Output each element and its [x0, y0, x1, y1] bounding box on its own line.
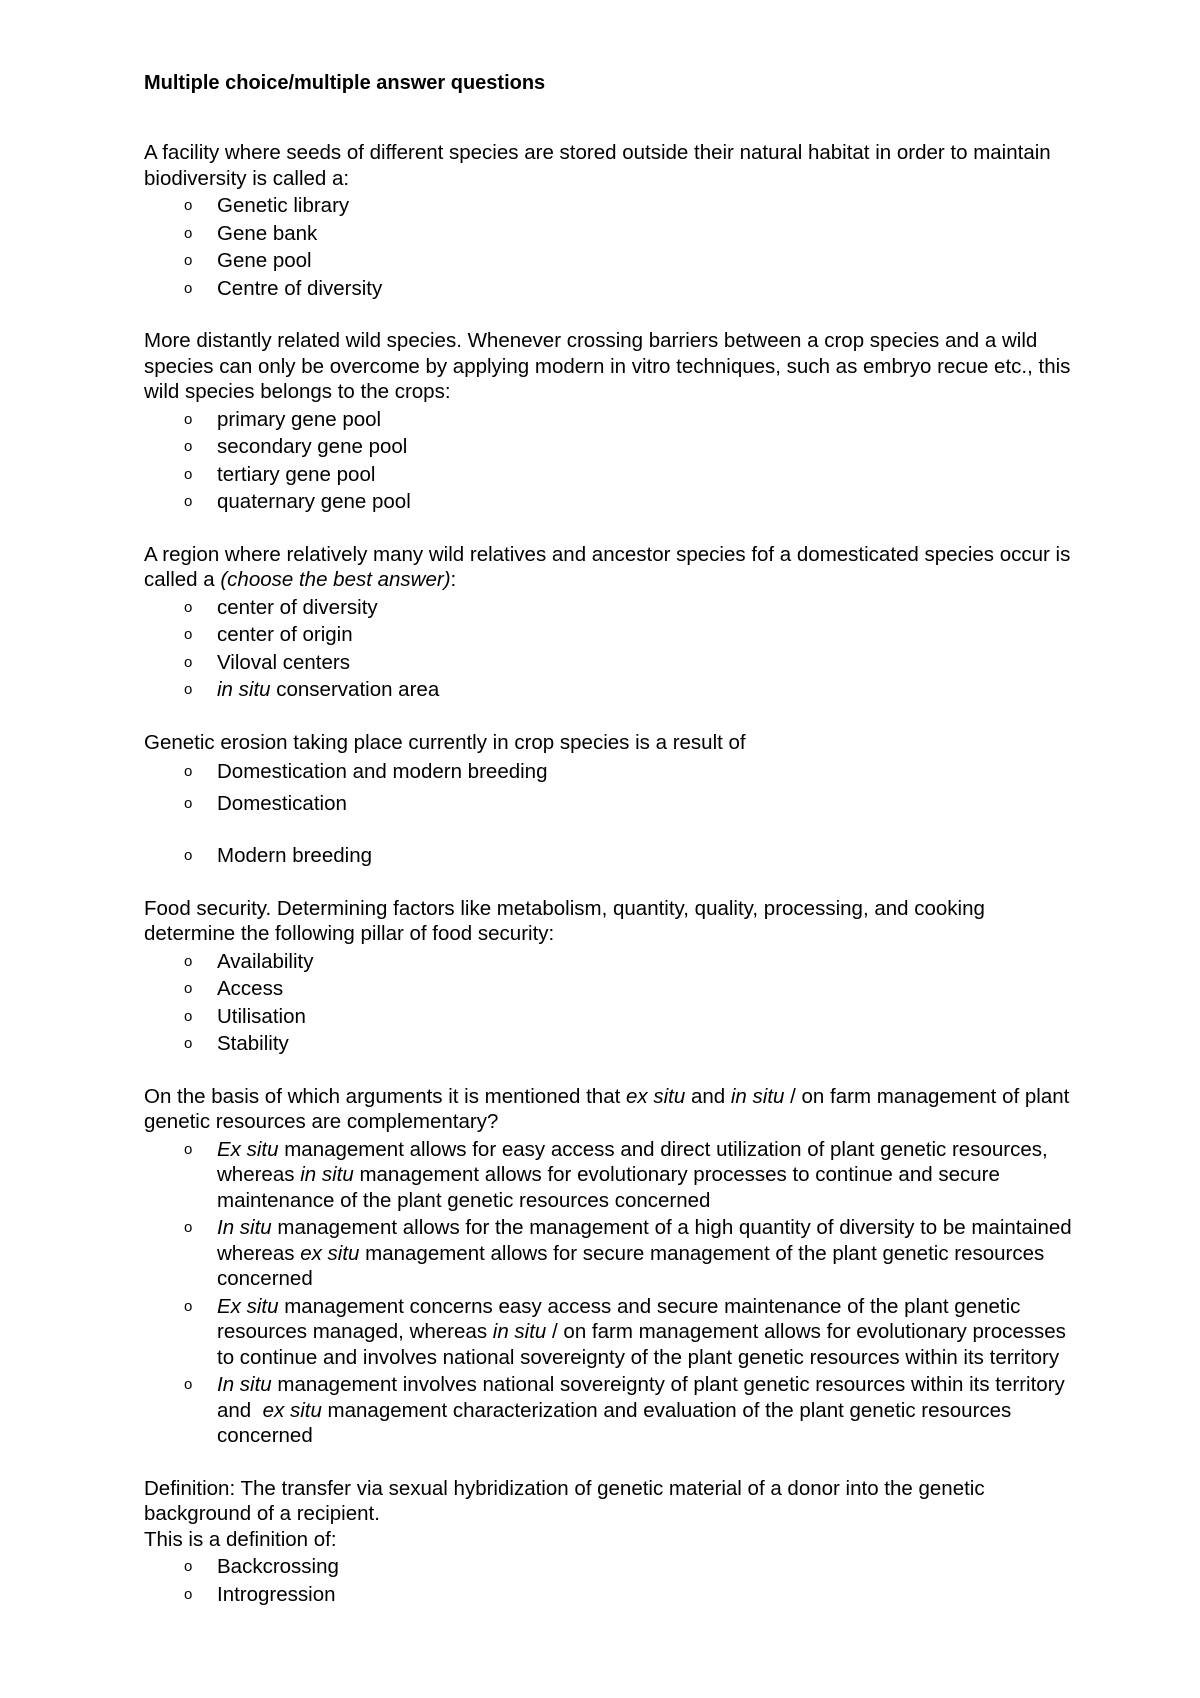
bullet-icon: o [184, 1376, 193, 1393]
option-label-italic: in situ [492, 1320, 547, 1343]
bullet-icon: o [184, 952, 193, 970]
option-list [144, 1554, 1079, 1607]
option-item [144, 1372, 1079, 1449]
option-label: Backcrossing [217, 1555, 339, 1578]
question-text-part: / on farm management of plant genetic resources are complementary? [144, 1084, 1070, 1133]
option-label: Availability [217, 949, 314, 973]
option-item [144, 622, 1079, 648]
option-label: conservation area [270, 678, 440, 701]
bullet-icon: o [184, 1558, 193, 1575]
bullet-icon: o [184, 493, 193, 510]
option-label: management allows for evolutionary processes to continue and secure maintenance of the plant genetic resources concerned [217, 1163, 1000, 1212]
option-label-italic: ex situ [262, 1398, 322, 1422]
question-text-part: and [685, 1084, 731, 1108]
question-text-part: : [450, 568, 457, 591]
bullet-icon: o [184, 1140, 193, 1158]
option-item [144, 1294, 1079, 1371]
question-text-part: A region where relatively many wild relatives and ancestor species fof a domesticated species occur is called a [144, 542, 1071, 591]
question-3 [144, 542, 1079, 703]
option-label: Access [217, 977, 284, 1000]
option-item [144, 1004, 1079, 1030]
question-text-part: On the basis of which arguments it is mentioned that [144, 1084, 627, 1108]
bullet-icon: o [184, 224, 193, 242]
question-text: More distantly related wild species. Whenever crossing barriers between a crop species and a wild species can only be overcome by applying modern in vitro techniques, such as embryo recue etc., this wild species belongs to the crops: [144, 329, 1071, 403]
question-text-italic: in situ [730, 1084, 785, 1108]
option-label: secondary gene pool [217, 435, 408, 458]
bullet-icon: o [184, 279, 193, 297]
option-list [144, 759, 1079, 869]
option-label-italic: Ex situ [217, 1137, 279, 1161]
question-subtext: This is a definition of: [144, 1527, 337, 1551]
option-label: management allows for the management of a high quantity of diversity to be maintained whereas [217, 1216, 1072, 1265]
option-item [144, 1137, 1079, 1214]
option-label-italic: In situ [217, 1373, 272, 1396]
question-text [144, 1084, 1079, 1135]
option-label-italic: In situ [217, 1216, 272, 1239]
bullet-icon: o [184, 197, 193, 214]
option-item [144, 650, 1079, 676]
option-label: management involves national sovereignty of plant genetic resources within its territory and [217, 1373, 1071, 1422]
question-text: Genetic erosion taking place currently in crop species is a result of [144, 730, 746, 754]
option-item [144, 1215, 1079, 1292]
option-label-italic: ex situ [300, 1241, 360, 1265]
option-item [144, 595, 1079, 621]
option-label: Centre of diversity [217, 276, 383, 300]
bullet-icon: o [184, 465, 193, 483]
option-item [144, 1554, 1079, 1580]
question-2 [144, 328, 1079, 515]
document-page [144, 70, 1079, 1634]
option-label: Gene pool [217, 249, 312, 272]
option-item [144, 843, 1079, 869]
bullet-icon: o [184, 438, 193, 455]
bullet-icon: o [184, 1007, 193, 1025]
bullet-icon: o [184, 252, 193, 269]
bullet-icon: o [184, 1035, 193, 1052]
bullet-icon: o [184, 794, 193, 812]
question-4 [144, 730, 1079, 869]
bullet-icon: o [184, 847, 193, 864]
option-item [144, 193, 1079, 219]
option-item [144, 407, 1079, 433]
option-item [144, 976, 1079, 1002]
option-label: Domestication [217, 791, 347, 815]
option-label: primary gene pool [217, 407, 382, 431]
option-label: tertiary gene pool [217, 462, 376, 486]
option-label: management allows for easy access and direct utilization of plant genetic resources, whereas [217, 1137, 1048, 1186]
bullet-icon: o [184, 626, 193, 643]
option-label: Genetic library [217, 194, 350, 217]
option-list [144, 949, 1079, 1057]
option-list [144, 193, 1079, 301]
question-text-italic: ex situ [626, 1084, 686, 1108]
option-label: Domestication and modern breeding [217, 760, 548, 783]
option-label: management characterization and evaluation of the plant genetic resources concerned [217, 1398, 1012, 1447]
question-1 [144, 140, 1079, 301]
bullet-icon: o [184, 980, 193, 997]
option-item [144, 248, 1079, 274]
option-item [144, 462, 1079, 488]
question-text: Food security. Determining factors like metabolism, quantity, quality, processing, and cooking determine the following pillar of food security: [144, 896, 985, 945]
option-label: center of origin [217, 623, 353, 646]
question-text [144, 542, 1079, 593]
option-item [144, 434, 1079, 460]
bullet-icon: o [184, 1297, 193, 1315]
option-label: management concerns easy access and secure maintenance of the plant genetic resources managed, whereas [217, 1294, 1021, 1343]
option-list [144, 1137, 1079, 1449]
option-item [144, 949, 1079, 975]
option-label: Introgression [217, 1582, 336, 1606]
question-7 [144, 1476, 1079, 1608]
option-label: Utilisation [217, 1004, 306, 1028]
option-label: management allows for secure management of the plant genetic resources concerned [217, 1241, 1045, 1290]
question-text: A facility where seeds of different species are stored outside their natural habitat in order to maintain biodiversity is called a: [144, 141, 1051, 190]
option-item [144, 791, 1079, 817]
option-item [144, 677, 1079, 703]
option-item [144, 489, 1079, 515]
question-text: Definition: The transfer via sexual hybridization of genetic material of a donor into the genetic background of a recipient. [144, 1476, 985, 1525]
option-label: Viloval centers [217, 650, 350, 674]
option-label: Modern breeding [217, 844, 372, 867]
option-label: Stability [217, 1032, 289, 1055]
option-item [144, 276, 1079, 302]
option-list [144, 595, 1079, 703]
option-label: quaternary gene pool [217, 490, 411, 513]
option-item [144, 1582, 1079, 1608]
bullet-icon: o [184, 653, 193, 671]
option-item [144, 759, 1079, 785]
option-label-italic: in situ [300, 1163, 354, 1186]
bullet-icon: o [184, 681, 193, 698]
question-5 [144, 896, 1079, 1057]
option-label-italic: Ex situ [217, 1294, 279, 1318]
option-label: / on farm management allows for evolutionary processes to continue and involves national sovereignty of the plant genetic resources within its territory [217, 1320, 1066, 1369]
bullet-icon: o [184, 1585, 193, 1603]
bullet-icon: o [184, 410, 193, 428]
option-label: center of diversity [217, 595, 378, 619]
bullet-icon: o [184, 598, 193, 616]
bullet-icon: o [184, 1219, 193, 1236]
option-label: Gene bank [217, 221, 318, 245]
question-text-italic: (choose the best answer) [220, 568, 451, 591]
option-label-italic: in situ [217, 678, 271, 701]
option-item [144, 221, 1079, 247]
question-6 [144, 1084, 1079, 1449]
option-list [144, 407, 1079, 515]
option-item [144, 1031, 1079, 1057]
page-title: Multiple choice/multiple answer questions [144, 72, 546, 94]
bullet-icon: o [184, 763, 193, 780]
